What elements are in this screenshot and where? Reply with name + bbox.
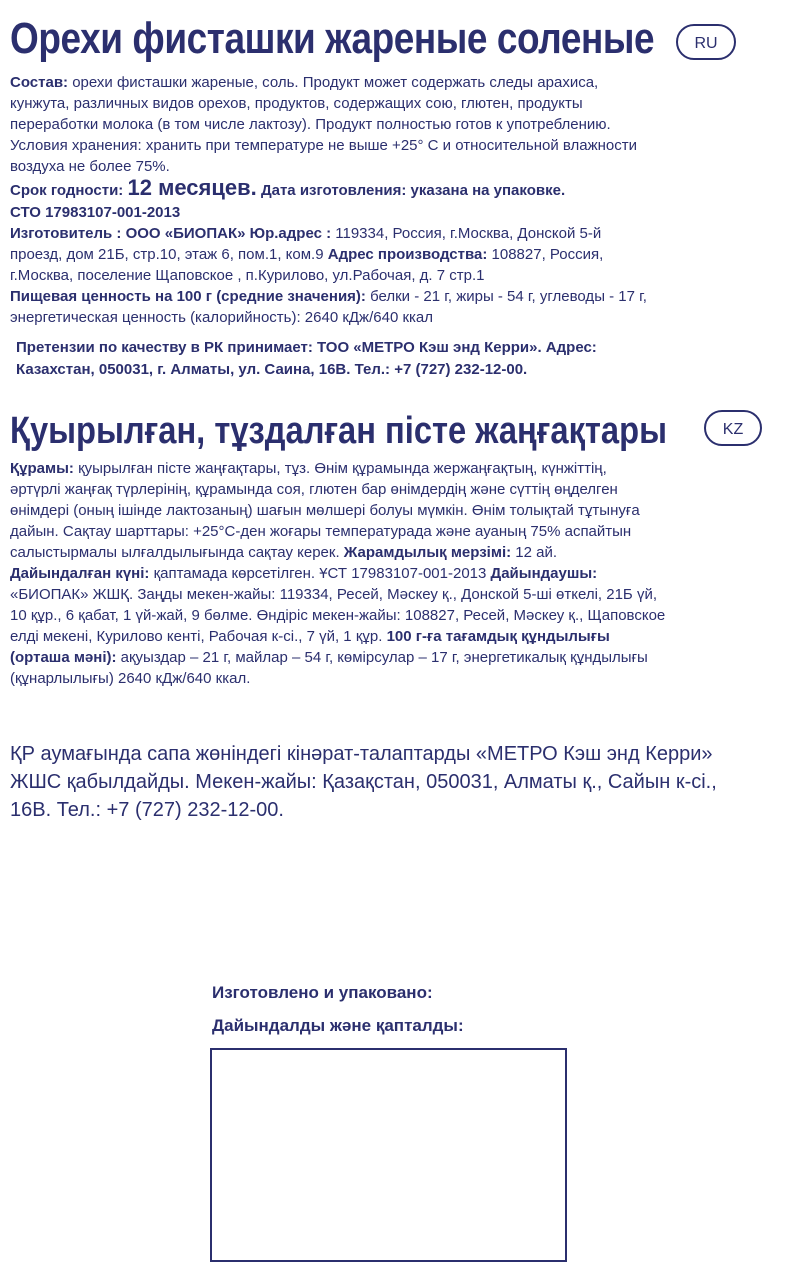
ru-production-label: Адрес производства: — [327, 246, 488, 263]
kz-claims-line-3: 16В. Тел.: +7 (727) 232-12-00. — [10, 799, 284, 821]
ru-shelf-life-line — [10, 177, 647, 202]
packed-by-label-ru: Изготовлено и упаковано: — [212, 983, 433, 1002]
kz-shelf-label: Жарамдылық мерзімі: — [343, 544, 512, 561]
kz-composition-line-3: өнімдері (оның ішінде лактозаның) шағын мөлшері болуы мүмкін. Өнім толықтай тұтынуға — [10, 502, 640, 519]
ru-composition-line-2: кунжута, различных видов орехов, продуктов, содержащих сою, глютен, продукты — [10, 95, 583, 112]
ru-date-label: Дата изготовления: указана на упаковке. — [260, 182, 566, 199]
ru-claims-line-2: Казахстан, 050031, г. Алматы, ул. Саина, 16В. Тел.: +7 (727) 232-12-00. — [16, 361, 528, 378]
ru-composition-label: Состав: — [10, 74, 69, 91]
ru-manufacturer-line-1: Изготовитель : ООО «БИОПАК» Юр.адрес : 119334, Россия, г.Москва, Донской 5-й — [10, 225, 602, 242]
ru-shelf-value: 12 месяцев. — [127, 175, 257, 200]
kz-composition-line-2: әртүрлі жаңғақ түрлерінің, құрамында соя, глютен бар өнімдердің және сүттің өңделген — [10, 481, 618, 498]
ru-composition-line-3: переработки молока (в том числе лактозу). Продукт полностью готов к употреблению. — [10, 116, 611, 133]
ru-claims-block — [16, 337, 597, 381]
kz-composition-label: Құрамы: — [10, 460, 74, 477]
ru-label-text — [10, 72, 647, 328]
kz-nutrition-label-a: 100 г-ға тағамдық құндылығы — [386, 628, 610, 645]
ru-nutrition-line-1: Пищевая ценность на 100 г (средние значения): белки - 21 г, жиры - 54 г, углеводы - 17 г, — [10, 288, 647, 305]
kz-maker-line-1: «БИОПАК» ЖШҚ. Заңды мекен-жайы: 119334, Ресей, Мәскеу қ., Донской 5-ші өткелі, 21Б үй, — [10, 586, 657, 603]
kz-label-text — [10, 458, 665, 689]
ru-manufacturer-label: Изготовитель : ООО «БИОПАК» Юр.адрес : — [10, 225, 332, 242]
ru-storage-line-1: Условия хранения: хранить при температуре не выше +25° С и относительной влажности — [10, 137, 638, 154]
ru-claims-line-1: Претензии по качеству в РК принимает: ТОО «МЕТРО Кэш энд Керри». Адрес: — [16, 339, 597, 356]
kz-claims-line-1: ҚР аумағында сапа жөніндегі кінәрат-талаптарды «МЕТРО Кэш энд Керри» — [10, 743, 713, 765]
kz-date-label: Дайындалған күні: — [10, 565, 150, 582]
packer-stamp-box — [210, 1048, 567, 1262]
kz-claims-line-2: ЖШС қабылдайды. Мекен-жайы: Қазақстан, 050031, Алматы қ., Сайын к-сі., — [10, 771, 717, 793]
ru-shelf-label: Срок годности: — [10, 182, 124, 199]
ru-language-badge: RU — [676, 24, 736, 60]
kz-composition-line-4: дайын. Сақтау шарттары: +25°C-ден жоғары температурада және ауаның 75% аспайтын — [10, 523, 632, 540]
kz-claims-block — [10, 740, 717, 824]
ru-manufacturer-line-2: проезд, дом 21Б, стр.10, этаж 6, пом.1, ком.9 Адрес производства: 108827, Россия, — [10, 246, 604, 263]
kz-language-badge: KZ — [704, 410, 762, 446]
kz-maker-line-2: 10 құр., 6 қабат, 1 үй-жай, 9 бөлме. Өндіріс мекен-жайы: 108827, Ресей, Мәскеу қ., Щаповское — [10, 607, 666, 624]
kz-nutrition-label-b: (орташа мәні): — [10, 649, 117, 666]
ru-standard: СТО 17983107-001-2013 — [10, 204, 181, 221]
kz-date-line: Дайындалған күні: қаптамада көрсетілген. ҰСТ 17983107-001-2013 Дайындаушы: — [10, 565, 598, 582]
kz-maker-line-3: елді мекені, Курилово кенті, Рабочая к-сі., 7 үй, 1 құр. 100 г-ға тағамдық құндылығы — [10, 628, 610, 645]
kz-composition-line-5: салыстырмалы ылғалдылығында сақтау керек. Жарамдылық мерзімі: 12 ай. — [10, 544, 558, 561]
ru-nutrition-label: Пищевая ценность на 100 г (средние значения): — [10, 288, 366, 305]
packed-by-label-kz: Дайындалды және қапталды: — [212, 1016, 464, 1035]
kz-nutrition-line-2: (құнарлылығы) 2640 кДж/640 ккал. — [10, 670, 251, 687]
ru-production-line-3: г.Москва, поселение Щаповское , п.Курилово, ул.Рабочая, д. 7 стр.1 — [10, 267, 485, 284]
kz-product-title: Қуырылған, тұздалған пісте жаңғақтары — [10, 410, 667, 452]
ru-storage-line-2: воздуха не более 75%. — [10, 158, 170, 175]
kz-shelf-value: 12 ай. — [511, 544, 558, 561]
ru-composition-line-1: Состав: орехи фисташки жареные, соль. Продукт может содержать следы арахиса, — [10, 74, 599, 91]
ru-nutrition-line-2: энергетическая ценность (калорийность): 2640 кДж/640 ккал — [10, 309, 434, 326]
kz-composition-line-1: Құрамы: қуырылған пісте жаңғақтары, тұз. Өнім құрамында жержаңғақтың, күнжіттің, — [10, 460, 607, 477]
kz-maker-label: Дайындаушы: — [490, 565, 598, 582]
ru-product-title: Орехи фисташки жареные соленые — [10, 14, 655, 63]
kz-nutrition-line-1: (орташа мәні): ақуыздар – 21 г, майлар – 54 г, көмірсулар – 17 г, энергетикалық құндылығы — [10, 649, 648, 666]
